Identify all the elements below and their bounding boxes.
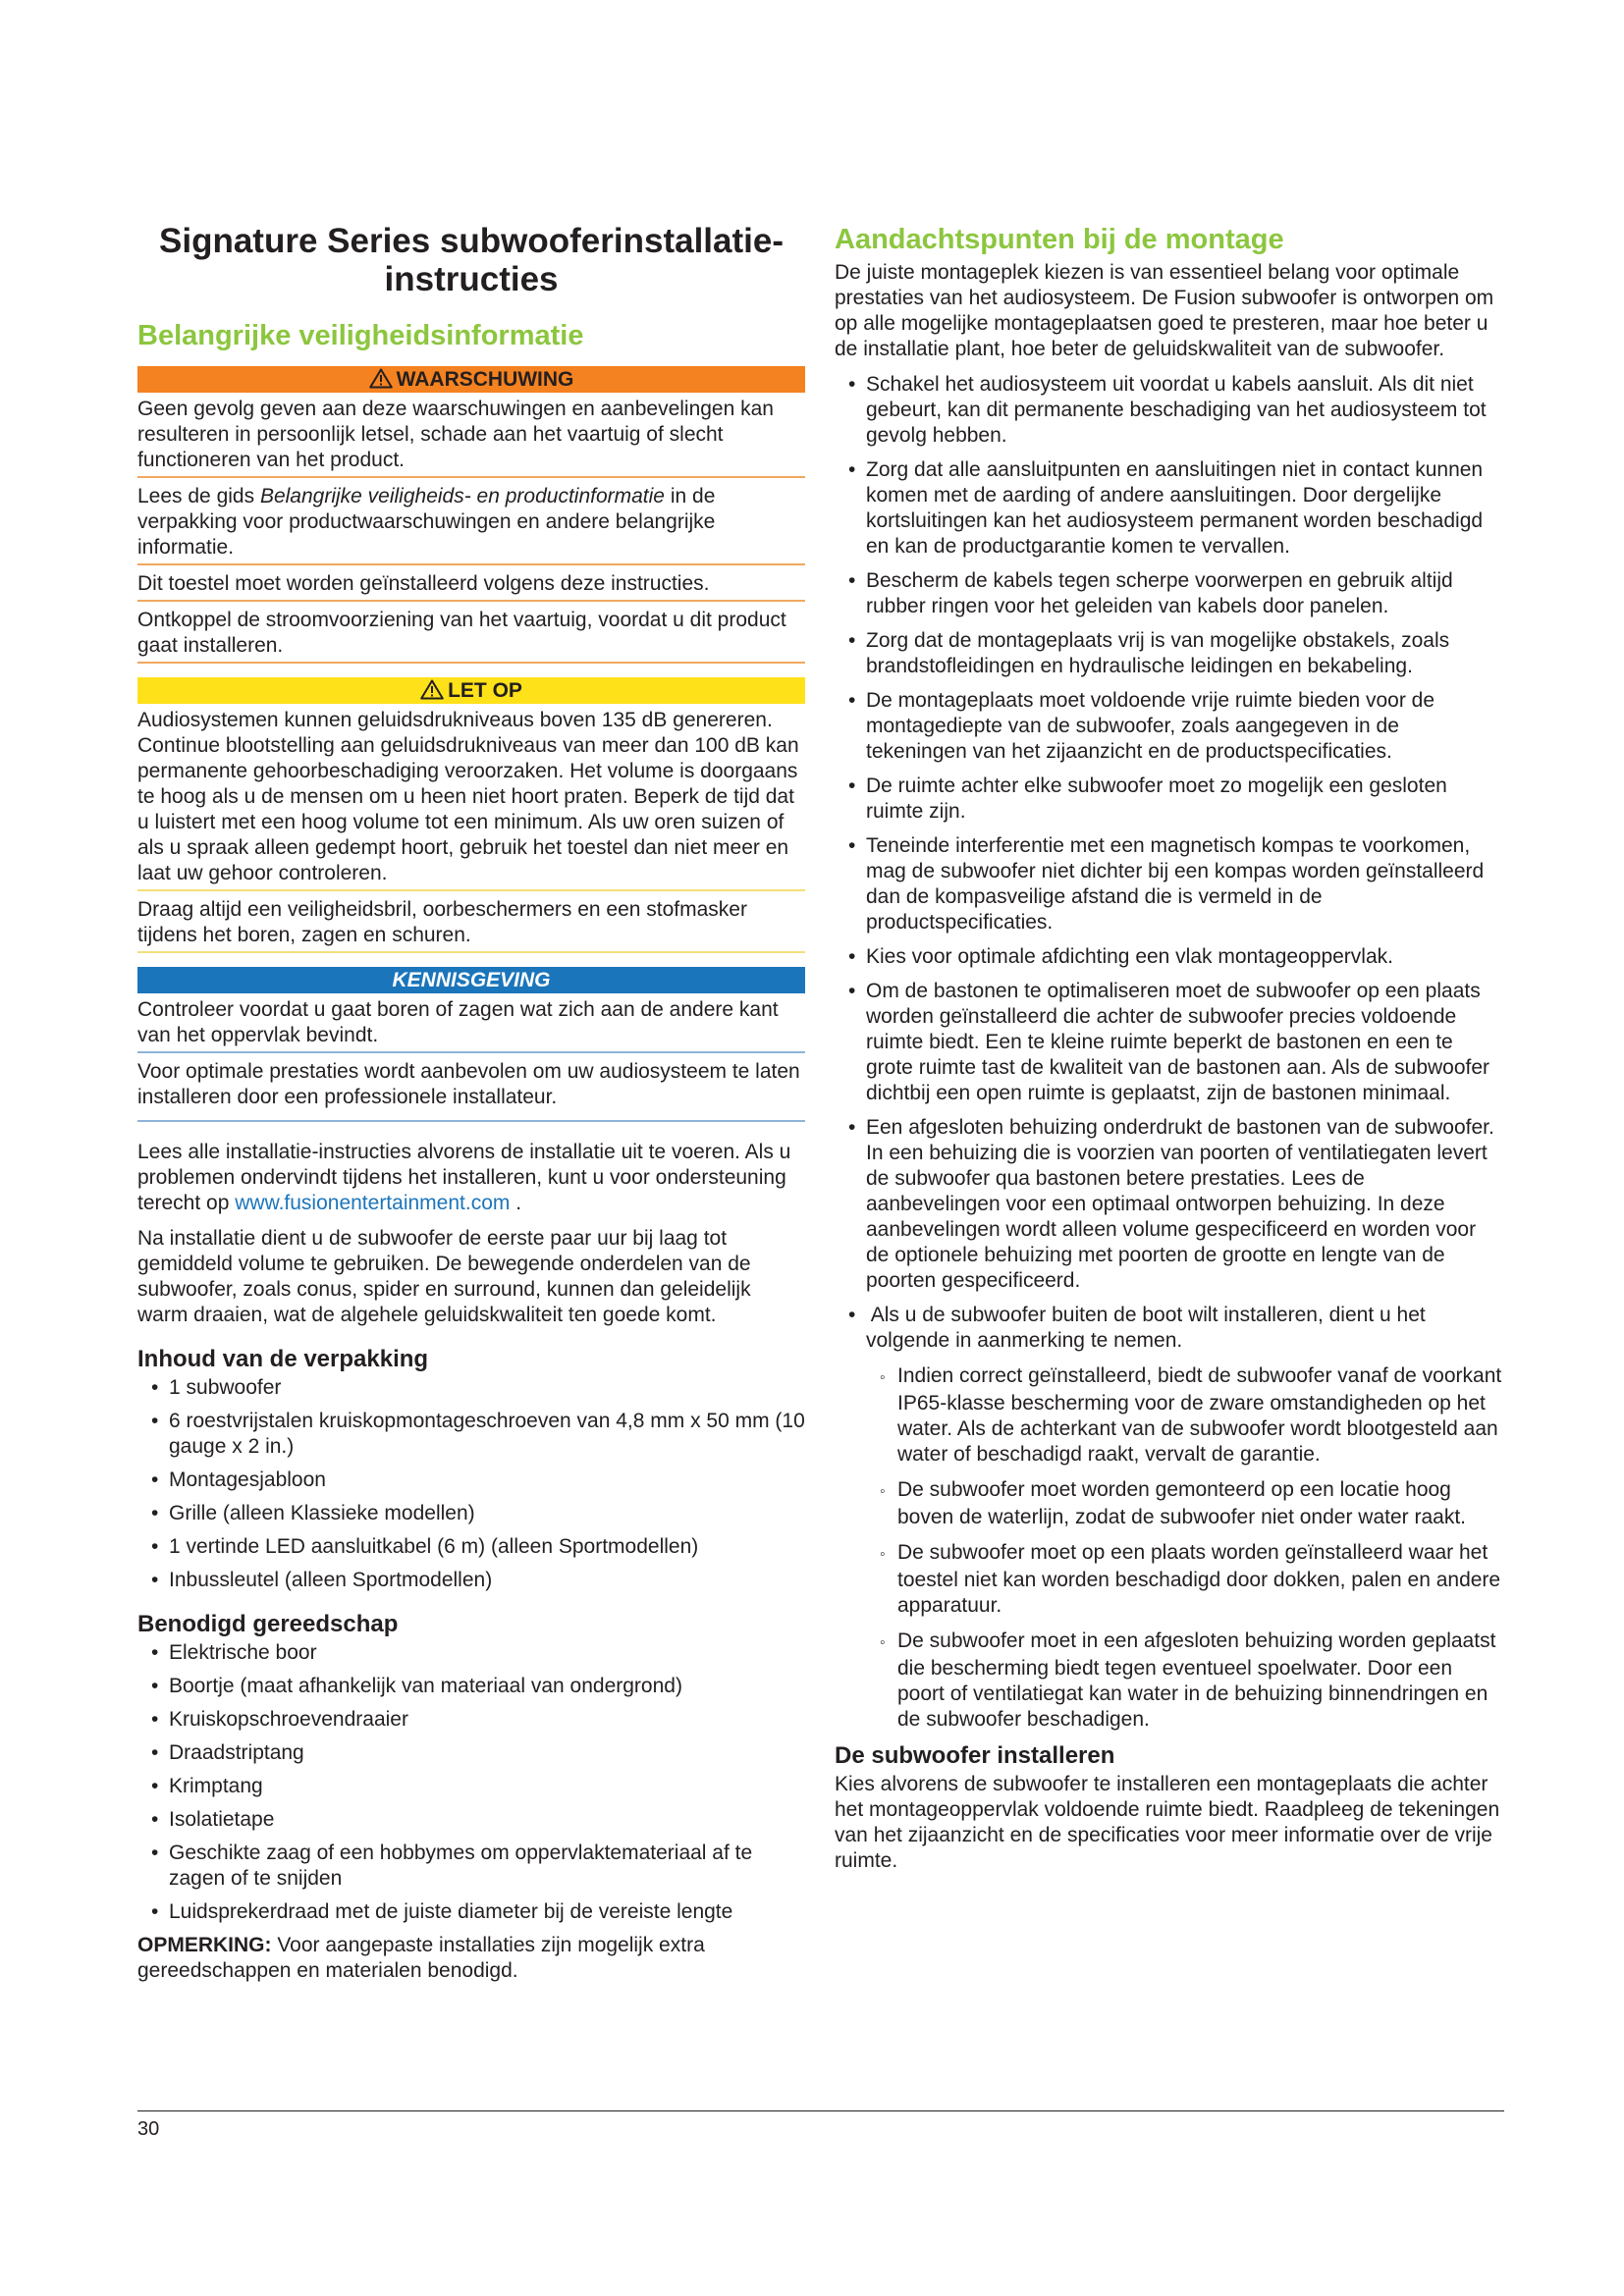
intro-paragraph: Lees alle installatie-instructies alvorens de installatie uit te voeren. Als u problemen ondervindt tijdens het installeren, kunt u voor ondersteuning terecht op www.fusionentertainment.com . [137, 1141, 791, 1214]
caution-box [137, 677, 805, 953]
list-item: • Isolatietape [137, 1807, 805, 1833]
notice-paragraph: Controleer voordat u gaat boren of zagen wat zich aan de andere kant van het oppervlak bevindt. [137, 997, 805, 1053]
page-number: 30 [137, 2118, 160, 2140]
warning-paragraph: Geen gevolg geven aan deze waarschuwingen en aanbevelingen kan resulteren in persoonlijk letsel, schade aan het vaartuig of slecht functioneren van het product. [137, 397, 805, 478]
caution-paragraph: Audiosystemen kunnen geluidsdrukniveaus boven 135 dB genereren. Continue blootstelling aan geluidsdrukniveaus van meer dan 100 dB kan permanente gehoorbeschadiging veroorzaken. Het volume is doorgaans te hoog als u de mensen om u heen niet hoort praten. Beperk de tijd dat u luistert met een hoog volume tot een minimum. Als uw oren suizen of als u spraak alleen gedempt hoort, gebruik het toestel dan niet meer en laat uw gehoor controleren. [137, 708, 805, 891]
safety-heading: Belangrijke veiligheidsinformatie [137, 320, 584, 351]
package-contents-heading: Inhoud van de verpakking [137, 1346, 429, 1372]
list-item: • Luidsprekerdraad met de juiste diameter bij de vereiste lengte [137, 1899, 805, 1925]
install-paragraph: Kies alvorens de subwoofer te installeren een montageplaats die achter het montageoppervlak voldoende ruimte biedt. Raadpleeg de tekeningen van het zijaanzicht en de specificaties voor meer informatie over de vrije ruimte. [835, 1773, 1500, 1872]
note-paragraph: OPMERKING: Voor aangepaste installaties zijn mogelijk extra gereedschappen en materialen benodigd. [137, 1934, 705, 1982]
notice-label: KENNISGEVING [392, 969, 551, 991]
caution-banner [137, 677, 805, 704]
list-item: • 1 vertinde LED aansluitkabel (6 m) (alleen Sportmodellen) [137, 1534, 805, 1560]
notice-box [137, 967, 805, 1122]
warning-label: WAARSCHUWING [396, 368, 574, 391]
notice-banner [137, 967, 805, 993]
support-link[interactable]: www.fusionentertainment.com [235, 1192, 511, 1214]
list-item: • Geschikte zaag of een hobbymes om oppervlaktemateriaal af te zagen of te snijden [137, 1841, 805, 1892]
notice-paragraph: Voor optimale prestaties wordt aanbevolen om uw audiosysteem te laten installeren door een professionele installateur. [137, 1059, 805, 1122]
document-title: Signature Series subwooferinstallatie-instructies [159, 222, 784, 298]
list-item: • Kies voor optimale afdichting een vlak montageoppervlak. [835, 944, 1502, 970]
sub-list-item: ◦ De subwoofer moet worden gemonteerd op een locatie hoog boven de waterlijn, zodat de subwoofer niet onder water raakt. [866, 1477, 1502, 1530]
list-item: • Draadstriptang [137, 1740, 805, 1766]
footer-divider [137, 2110, 1504, 2111]
list-item: • De montageplaats moet voldoende vrije ruimte bieden voor de montagediepte van de subwoofer, zoals aangegeven in de tekeningen van het zijaanzicht en de productspecificaties. [835, 688, 1502, 765]
break-in-paragraph: Na installatie dient u de subwoofer de eerste paar uur bij laag tot gemiddeld volume te gebruiken. De bewegende onderdelen van de subwoofer, zoals conus, spider en surround, kunnen dan geleidelijk warm draaien, wat de algehele geluidskwaliteit ten goede komt. [137, 1227, 751, 1326]
warning-paragraph: Dit toestel moet worden geïnstalleerd volgens deze instructies. [137, 571, 805, 602]
list-item: • De ruimte achter elke subwoofer moet zo mogelijk een gesloten ruimte zijn. [835, 774, 1502, 825]
warning-paragraph: Ontkoppel de stroomvoorziening van het vaartuig, voordat u dit product gaat installeren. [137, 608, 805, 664]
install-heading: De subwoofer installeren [835, 1742, 1115, 1769]
note-label: OPMERKING: [137, 1934, 272, 1956]
guide-title: Belangrijke veiligheids- en productinformatie [259, 485, 665, 507]
caution-paragraph: Draag altijd een veiligheidsbril, oorbeschermers en een stofmasker tijdens het boren, zagen en schuren. [137, 897, 805, 953]
warning-banner [137, 366, 805, 393]
sub-list-item: ◦ Indien correct geïnstalleerd, biedt de subwoofer vanaf de voorkant IP65-klasse bescherming voor de zware omstandigheden op het water. Als de achterkant van de subwoofer wordt blootgesteld aan water of beschadigd raakt, vervalt de garantie. [866, 1363, 1502, 1468]
mounting-intro: De juiste montageplek kiezen is van essentieel belang voor optimale prestaties van het audiosysteem. De Fusion subwoofer is ontworpen om op alle mogelijke montageplaatsen goed te presteren, maar hoe beter u de installatie plant, hoe beter de geluidskwaliteit van de subwoofer. [835, 261, 1494, 360]
package-contents-list [137, 1375, 805, 1593]
mounting-heading: Aandachtspunten bij de montage [835, 224, 1284, 255]
warning-triangle-icon [420, 679, 444, 700]
list-item: • Inbussleutel (alleen Sportmodellen) [137, 1568, 805, 1593]
list-item: • Zorg dat de montageplaats vrij is van mogelijke obstakels, zoals brandstofleidingen en hydraulische leidingen en bekabeling. [835, 628, 1502, 679]
list-item: • Een afgesloten behuizing onderdrukt de bastonen van de subwoofer. In een behuizing die is voorzien van poorten of ventilatiegaten levert de subwoofer qua bastonen betere prestaties. Lees de aanbevelingen voor een optimaal ontworpen behuizing. In deze aanbevelingen wordt alleen volume gespecificeerd en worden voor de optionele behuizing met poorten de grootte en lengte van de poorten gespecificeerd. [835, 1115, 1502, 1294]
tools-list [137, 1640, 805, 1925]
caution-label: LET OP [448, 679, 522, 702]
list-item: • Montagesjabloon [137, 1468, 805, 1493]
mounting-considerations-list [835, 372, 1502, 1733]
right-column [835, 218, 1502, 1884]
list-item: • Boortje (maat afhankelijk van materiaal van ondergrond) [137, 1674, 805, 1699]
list-item: • Grille (alleen Klassieke modellen) [137, 1501, 805, 1526]
sub-list-item: ◦ De subwoofer moet op een plaats worden geïnstalleerd waar het toestel niet kan worden beschadigd door dokken, palen en andere apparatuur. [866, 1540, 1502, 1619]
list-item: • Elektrische boor [137, 1640, 805, 1666]
list-item-outside-install: • Als u de subwoofer buiten de boot wilt installeren, dient u het volgende in aanmerking te nemen. ◦ Indien correct geïnstalleerd, biedt de subwoofer vanaf de voorkant IP65-klasse bescherming voor de zware omstandigheden op het water. Als de achterkant van de subwoofer wordt blootgesteld aan water of beschadigd raakt, vervalt de garantie. ◦ De subwoofer moet worden gemonteerd op een locatie hoog boven de waterlijn, zodat de subwoofer niet onder water raakt. ◦ De subwoofer moet op een plaats worden geïnstalleerd waar het toestel niet kan worden beschadigd door dokken, palen en andere apparatuur. ◦ De subwoofer moet in een afgesloten behuizing worden geplaatst die bescherming biedt tegen eventueel spoelwater. Door een poort of ventilatiegat kan water in de behuizing binnendringen en de subwoofer beschadigen. [835, 1303, 1502, 1733]
warning-box [137, 366, 805, 664]
sub-list-item: ◦ De subwoofer moet in een afgesloten behuizing worden geplaatst die bescherming biedt tegen eventueel spoelwater. Door een poort of ventilatiegat kan water in de behuizing binnendringen en de subwoofer beschadigen. [866, 1629, 1502, 1733]
warning-guide-paragraph: Lees de gids Belangrijke veiligheids- en productinformatie in de verpakking voor productwaarschuwingen en andere belangrijke informatie. [137, 484, 805, 565]
left-column [137, 218, 805, 1994]
list-item: • Bescherm de kabels tegen scherpe voorwerpen en gebruik altijd rubber ringen voor het geleiden van kabels door panelen. [835, 568, 1502, 619]
list-item: • Krimptang [137, 1774, 805, 1799]
list-item: • 1 subwoofer [137, 1375, 805, 1401]
warning-triangle-icon [369, 368, 393, 389]
list-item: • Schakel het audiosysteem uit voordat u kabels aansluit. Als dit niet gebeurt, kan dit permanente beschadiging van het audiosysteem tot gevolg hebben. [835, 372, 1502, 449]
list-item: • Zorg dat alle aansluitpunten en aansluitingen niet in contact kunnen komen met de aarding of andere aansluitingen. Door dergelijke kortsluitingen kan het audiosysteem permanent worden beschadigd en kan de productgarantie komen te vervallen. [835, 457, 1502, 560]
tools-heading: Benodigd gereedschap [137, 1611, 399, 1637]
list-item: • Om de bastonen te optimaliseren moet de subwoofer op een plaats worden geïnstalleerd die achter de subwoofer precies voldoende ruimte biedt. Een te kleine ruimte beperkt de bastonen en een te grote ruimte tast de kwaliteit van de bastonen aan. Als de subwoofer dichtbij een open ruimte is geplaatst, zijn de bastonen minimaal. [835, 979, 1502, 1106]
list-item: • Teneinde interferentie met een magnetisch kompas te voorkomen, mag de subwoofer niet dichter bij een kompas worden geïnstalleerd dan de kompasveilige afstand die is vermeld in de productspecificaties. [835, 833, 1502, 935]
list-item: • Kruiskopschroevendraaier [137, 1707, 805, 1733]
list-item: • 6 roestvrijstalen kruiskopmontageschroeven van 4,8 mm x 50 mm (10 gauge x 2 in.) [137, 1409, 805, 1460]
outside-install-sublist [866, 1363, 1502, 1733]
